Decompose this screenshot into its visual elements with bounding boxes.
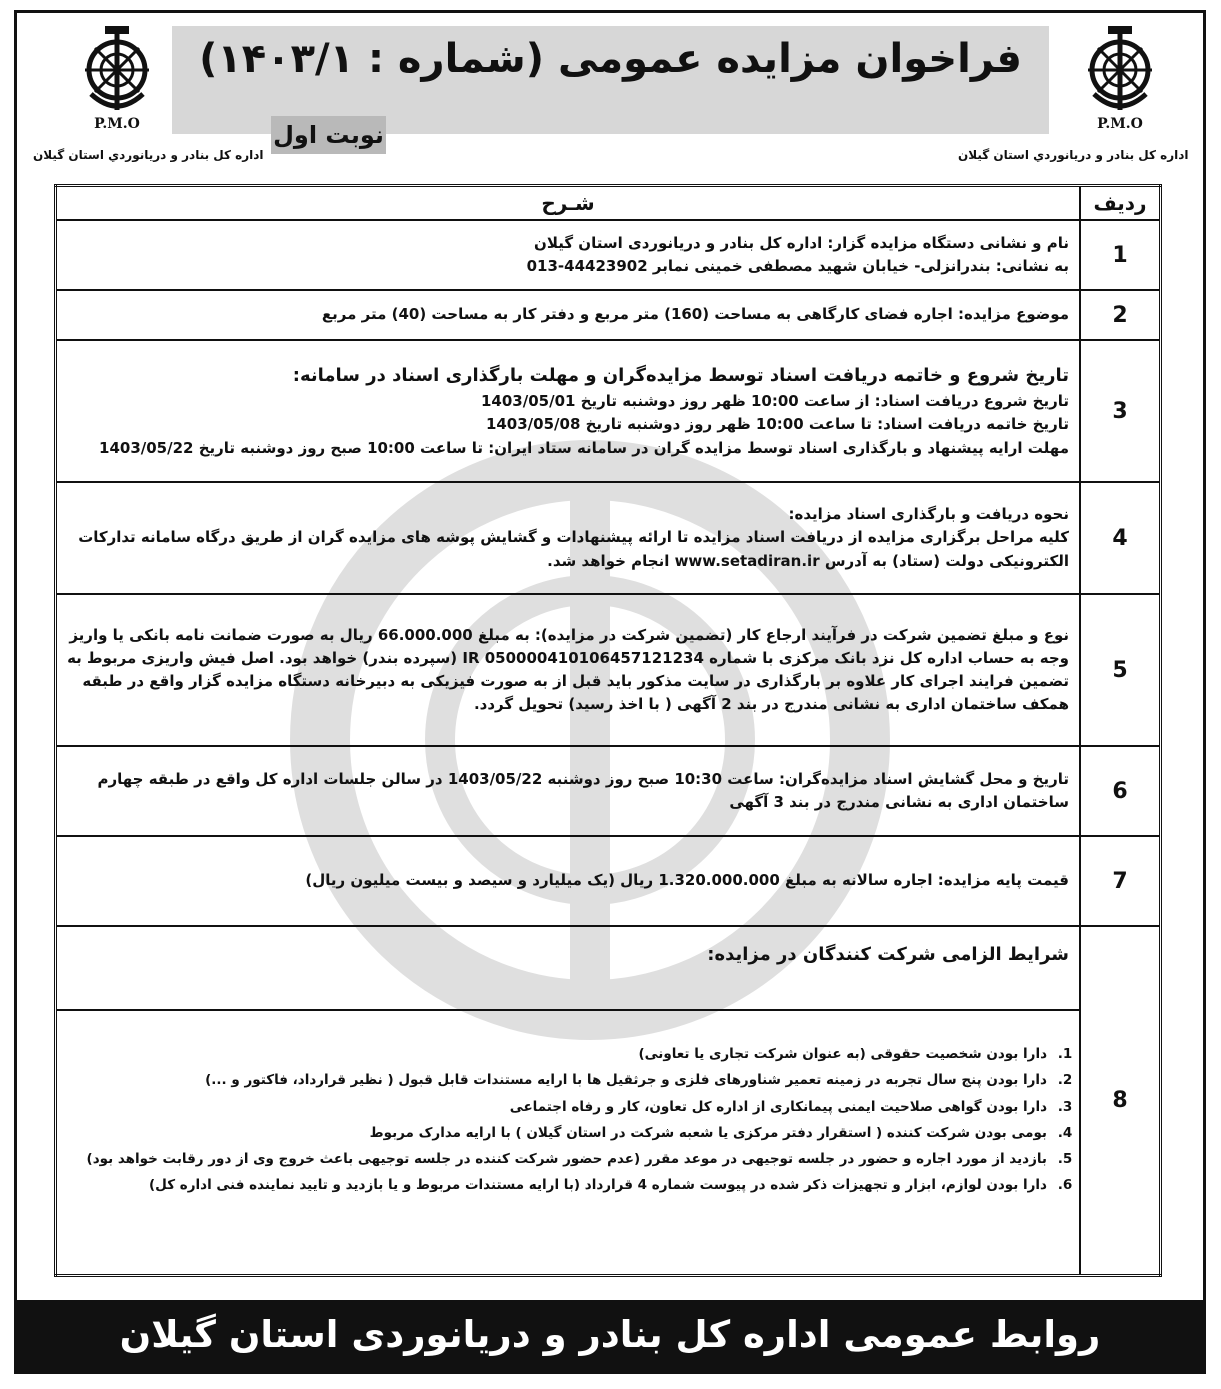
page-title: فراخوان مزایده عمومی (شماره : ۱۴۰۳/۱) [199, 36, 1022, 82]
list-item: 4. بومی بودن شرکت کننده ( استقرار دفتر مرکزی یا شعبه شرکت در استان گیلان ) با ارایه مدارک مربوط [67, 1120, 1053, 1146]
row-heading: نحوه دریافت و بارگذاری اسناد مزایده: [788, 505, 1069, 524]
list-item: 2. دارا بودن پنج سال تجربه در زمینه تعمیر شناورهای فلزی و جرثقیل ها با ارایه مستندات قابل قبول ( نظیر قرارداد، فاکتور و ...) [67, 1067, 1053, 1093]
row-heading: تاریخ شروع و خاتمه دریافت اسناد توسط مزایده‌گران و مهلت بارگذاری اسناد در سامانه: [292, 365, 1069, 387]
row-text: کلیه مراحل برگزاری مزایده از دریافت اسناد مزایده تا ارائه پیشنهادات و گشایش پوشه های مزایده گران از طریق درگاه سامانه تدارکات الکترونیکی دولت (ستاد) به آدرس www.setadiran.ir انجام خواهد شد. [78, 528, 1069, 570]
table-row [56, 746, 1161, 836]
row-number: 6 [1080, 746, 1161, 836]
list-item: 1. دارا بودن شخصیت حقوقی (به عنوان شرکت تجاری یا تعاونی) [67, 1041, 1053, 1067]
logo-caption-right: اداره کل بنادر و دریانوردي استان گیلان [958, 148, 1189, 162]
notice-table [54, 184, 1162, 1277]
table-row [56, 340, 1161, 482]
list-item: 5. بازدید از مورد اجاره و حضور در جلسه توجیهی در موعد مقرر (عدم حضور شرکت کننده در جلسه توجیهی باعث خروج وی از دور رقابت خواهد بود) [67, 1146, 1053, 1172]
table-row [56, 926, 1161, 1276]
logo-left [52, 22, 182, 132]
row-text: تاریخ خاتمه دریافت اسناد: تا ساعت 10:00 ظهر روز دوشنبه تاریخ 1403/05/08 [485, 415, 1069, 434]
row-heading: شرایط الزامی شرکت کنندگان در مزایده: [707, 944, 1069, 965]
row-text: نوع و مبلغ تضمین شرکت در فرآیند ارجاع کار (تضمین شرکت در مزایده): به مبلغ 66.000.000 ریال به صورت ضمانت نامه بانکی یا واریز وجه به حساب اداره کل نزد بانک مرکزی با شماره IR 050000410106457121234 (سپرده بندر) خواهد بود. اصل فیش واریزی مربوط به تضمین فرایند اجرای کار علاوه بر بارگذاری در سایت مذکور باید قبل از به صورت فیزیکی به دبیرخانه دستگاه مزایده گزار واقع در طبقه همکف ساختمان اداری به نشانی مندرج در بند 2 آگهی ( با اخذ رسید) تحویل گردد. [56, 594, 1081, 746]
row-text: مهلت ارایه پیشنهاد و بارگذاری اسناد توسط مزایده گران در سامانه ستاد ایران: تا ساعت 10:00 صبح روز دوشنبه تاریخ 1403/05/22 [99, 438, 1069, 457]
row-number: 4 [1080, 482, 1161, 594]
table-row [56, 290, 1161, 340]
col-header-description: شـرح [56, 186, 1081, 221]
logo-text: P.M.O [1097, 116, 1143, 132]
divider [57, 1009, 1079, 1011]
table-header [56, 186, 1161, 221]
logo-right [1055, 22, 1185, 132]
row-text: تاریخ شروع دریافت اسناد: از ساعت 10:00 ظهر روز دوشنبه تاریخ 1403/05/01 [481, 392, 1069, 411]
table-row [56, 482, 1161, 594]
round-badge: نوبت اول [271, 116, 386, 154]
row-number: 5 [1080, 594, 1161, 746]
row-number: 7 [1080, 836, 1161, 926]
logo-text: P.M.O [94, 116, 140, 132]
row-text: موضوع مزایده: اجاره فضای کارگاهی به مساحت (160) متر مربع و دفتر کار به مساحت (40) متر مربع [56, 290, 1081, 340]
row-number: 8 [1080, 926, 1161, 1276]
anchor-wheel-icon [1080, 22, 1160, 114]
footer-banner: روابط عمومی اداره کل بنادر و دریانوردی استان گیلان [14, 1300, 1206, 1374]
conditions-list [67, 1041, 1069, 1199]
row-text: تاریخ و محل گشایش اسناد مزایده‌گران: ساعت 10:30 صبح روز دوشنبه 1403/05/22 در سالن جلسات اداره کل واقع در طبقه چهارم ساختمان اداری به نشانی مندرج در بند 3 آگهی [56, 746, 1081, 836]
table-row [56, 836, 1161, 926]
logo-caption-left: اداره کل بنادر و دریانوردي استان گیلان [33, 148, 264, 162]
row-text: قیمت پایه مزایده: اجاره سالانه به مبلغ 1.320.000.000 ریال (یک میلیارد و سیصد و بیست میلیون ریال) [56, 836, 1081, 926]
row-number: 1 [1080, 220, 1161, 290]
row-text: به نشانی: بندرانزلی- خیابان شهید مصطفی خمینی نمابر 44423902-013 [526, 257, 1069, 275]
row-number: 3 [1080, 340, 1161, 482]
anchor-wheel-icon [77, 22, 157, 114]
table-row [56, 220, 1161, 290]
col-header-row: ردیف [1080, 186, 1161, 221]
list-item: 6. دارا بودن لوازم، ابزار و تجهیزات ذکر شده در پیوست شماره 4 قرارداد (با ارایه مستندات مربوط و یا بازدید و تایید نماینده فنی اداره کل) [67, 1172, 1053, 1198]
row-number: 2 [1080, 290, 1161, 340]
table-row [56, 594, 1161, 746]
row-text: نام و نشانی دستگاه مزایده گزار: اداره کل بنادر و دریانوردی استان گیلان [534, 233, 1069, 252]
list-item: 3. دارا بودن گواهی صلاحیت ایمنی پیمانکاری از اداره کل تعاون، کار و رفاه اجتماعی [67, 1094, 1053, 1120]
